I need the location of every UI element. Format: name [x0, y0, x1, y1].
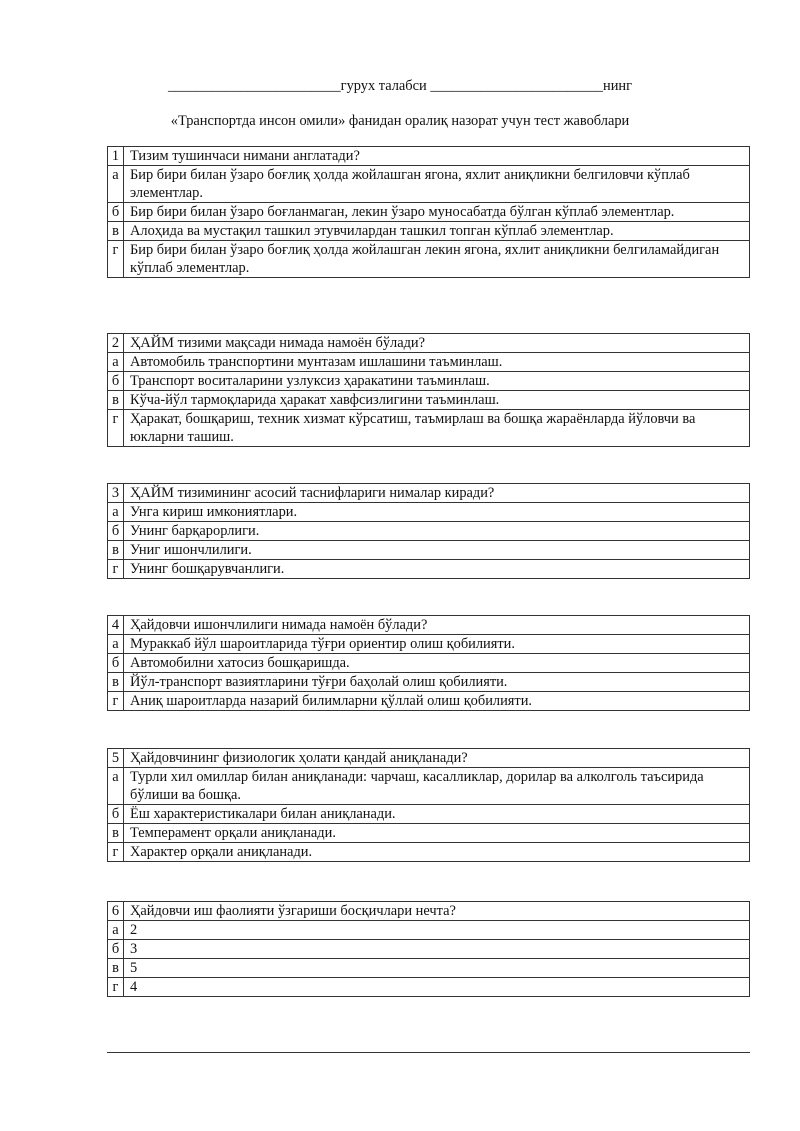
question-table-5 — [107, 748, 750, 862]
option-row — [108, 654, 750, 673]
question-text: Тизим тушинчаси нимани англатади? — [124, 147, 750, 166]
option-letter: в — [108, 824, 124, 843]
option-text: Автомобиль транспортини мунтазам ишлашини таъминлаш. — [124, 353, 750, 372]
option-letter: а — [108, 166, 124, 203]
footer-divider — [107, 1052, 750, 1053]
option-text: Униг ишончлилиги. — [124, 541, 750, 560]
question-text: ҲАЙМ тизимининг асосий таснифлариги нималар киради? — [124, 484, 750, 503]
question-table-3 — [107, 483, 750, 579]
option-text: Бир бири билан ўзаро боғлиқ ҳолда жойлашган лекин ягона, яхлит аниқликни белгиламайдиган кўплаб элементлар. — [124, 241, 750, 278]
option-row — [108, 522, 750, 541]
question-number: 2 — [108, 334, 124, 353]
question-row — [108, 902, 750, 921]
option-letter: г — [108, 692, 124, 711]
option-letter: в — [108, 222, 124, 241]
question-row — [108, 616, 750, 635]
question-row — [108, 484, 750, 503]
option-text: Турли хил омиллар билан аниқланади: чарчаш, касалликлар, дорилар ва алколголь таъсирида бўлиши ва бошқа. — [124, 768, 750, 805]
question-text: Ҳайдовчи ишончлилиги нимада намоён бўлади? — [124, 616, 750, 635]
option-text: Унинг бошқарувчанлиги. — [124, 560, 750, 579]
option-row — [108, 203, 750, 222]
option-row — [108, 978, 750, 997]
option-letter: г — [108, 560, 124, 579]
option-row — [108, 410, 750, 447]
option-text: Унга кириш имкониятлари. — [124, 503, 750, 522]
question-text: Ҳайдовчининг физиологик ҳолати қандай аниқланади? — [124, 749, 750, 768]
option-text: Йўл-транспорт вазиятларини тўғри баҳолай олиш қобилияти. — [124, 673, 750, 692]
question-number: 1 — [108, 147, 124, 166]
document-title: «Транспортда инсон омили» фанидан оралиқ назорат учун тест жавоблари — [170, 113, 630, 129]
option-letter: г — [108, 843, 124, 862]
option-row — [108, 940, 750, 959]
option-row — [108, 541, 750, 560]
option-text: Автомобилни хатосиз бошқаришда. — [124, 654, 750, 673]
option-letter: а — [108, 921, 124, 940]
option-text: 5 — [124, 959, 750, 978]
question-table-1 — [107, 146, 750, 278]
question-number: 5 — [108, 749, 124, 768]
question-table-4 — [107, 615, 750, 711]
question-number: 4 — [108, 616, 124, 635]
question-number: 3 — [108, 484, 124, 503]
option-letter: г — [108, 978, 124, 997]
option-letter: в — [108, 541, 124, 560]
option-letter: в — [108, 959, 124, 978]
option-letter: г — [108, 241, 124, 278]
option-letter: а — [108, 503, 124, 522]
option-row — [108, 372, 750, 391]
question-table-6 — [107, 901, 750, 997]
option-row — [108, 843, 750, 862]
option-text: 2 — [124, 921, 750, 940]
option-row — [108, 768, 750, 805]
option-letter: в — [108, 673, 124, 692]
option-letter: а — [108, 635, 124, 654]
option-row — [108, 635, 750, 654]
option-text: Алоҳида ва мустақил ташкил этувчилардан ташкил топган кўплаб элементлар. — [124, 222, 750, 241]
option-row — [108, 353, 750, 372]
option-row — [108, 692, 750, 711]
option-text: Бир бири билан ўзаро боғланмаган, лекин ўзаро муносабатда бўлган кўплаб элементлар. — [124, 203, 750, 222]
question-row — [108, 147, 750, 166]
option-letter: в — [108, 391, 124, 410]
option-text: 3 — [124, 940, 750, 959]
option-text: Мураккаб йўл шароитларида тўғри ориентир олиш қобилияти. — [124, 635, 750, 654]
option-row — [108, 222, 750, 241]
option-letter: а — [108, 768, 124, 805]
option-text: Характер орқали аниқланади. — [124, 843, 750, 862]
option-letter: б — [108, 372, 124, 391]
option-row — [108, 824, 750, 843]
option-letter: б — [108, 805, 124, 824]
option-row — [108, 503, 750, 522]
option-row — [108, 673, 750, 692]
option-row — [108, 959, 750, 978]
question-text: ҲАЙМ тизими мақсади нимада намоён бўлади? — [124, 334, 750, 353]
option-text: Бир бири билан ўзаро боғлиқ ҳолда жойлашган ягона, яхлит аниқликни белгиловчи кўплаб элементлар. — [124, 166, 750, 203]
question-number: 6 — [108, 902, 124, 921]
option-text: Унинг барқарорлиги. — [124, 522, 750, 541]
question-table-2 — [107, 333, 750, 447]
option-text: Аниқ шароитларда назарий билимларни қўллай олиш қобилияти. — [124, 692, 750, 711]
option-letter: г — [108, 410, 124, 447]
option-row — [108, 166, 750, 203]
option-text: Транспорт воситаларини узлуксиз ҳаракатини таъминлаш. — [124, 372, 750, 391]
option-text: Темперамент орқали аниқланади. — [124, 824, 750, 843]
option-letter: б — [108, 203, 124, 222]
option-row — [108, 921, 750, 940]
question-text: Ҳайдовчи иш фаолияти ўзгариши босқичлари нечта? — [124, 902, 750, 921]
option-row — [108, 560, 750, 579]
option-text: Кўча-йўл тармоқларида ҳаракат хавфсизлигини таъминлаш. — [124, 391, 750, 410]
student-group-line: ________________________гурух талабси ________________________нинг — [167, 78, 633, 94]
question-row — [108, 334, 750, 353]
option-row — [108, 391, 750, 410]
option-text: Ёш характеристикалари билан аниқланади. — [124, 805, 750, 824]
option-letter: б — [108, 522, 124, 541]
option-letter: б — [108, 654, 124, 673]
option-letter: б — [108, 940, 124, 959]
option-text: 4 — [124, 978, 750, 997]
option-text: Ҳаракат, бошқариш, техник хизмат кўрсатиш, таъмирлаш ва бошқа жараёнларда йўловчи ва юкларни ташиш. — [124, 410, 750, 447]
option-row — [108, 241, 750, 278]
option-letter: а — [108, 353, 124, 372]
option-row — [108, 805, 750, 824]
question-row — [108, 749, 750, 768]
